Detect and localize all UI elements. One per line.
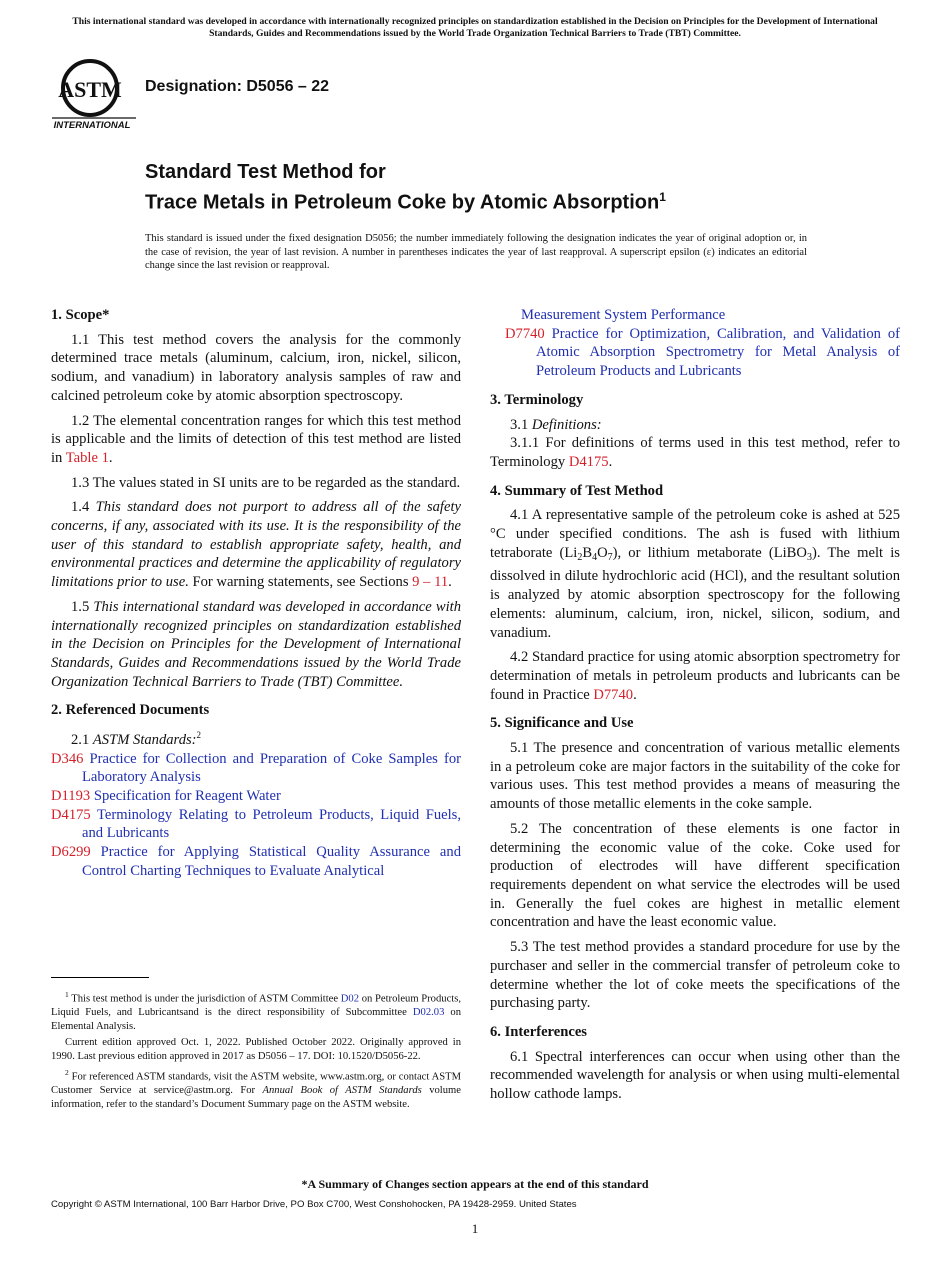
paragraph-1-1: 1.1 This test method covers the analysis for the commonly determined trace metals (aluminum, calcium, iron, nickel, silicon, sodium, and vanadium) in laboratory analysis samples of raw and calcined petroleum coke by atomic absorption spectroscopy.	[51, 331, 461, 404]
paragraph-3-1: 3.1 Definitions:	[510, 416, 602, 433]
paragraph-5-3: 5.3 The test method provides a standard procedure for use by the purchaser and seller in the commercial transfer of petroleum coke to determine whether the lot of coke meets the specifications of the purchasing party.	[490, 939, 900, 1012]
section-6-heading: 6. Interferences	[490, 1023, 587, 1040]
page-number: 1	[471, 1221, 479, 1236]
astm-logo	[52, 56, 136, 134]
title-line-2: Trace Metals in Petroleum Coke by Atomic Absorption	[145, 191, 660, 214]
reference-item[interactable]: D4175 Terminology Relating to Petroleum Products, Liquid Fuels, and Lubricants	[51, 806, 462, 842]
reference-item[interactable]: D1193 Specification for Reagent Water	[51, 788, 281, 805]
section-4-heading: 4. Summary of Test Method	[490, 482, 664, 499]
paragraph-1-3: 1.3 The values stated in SI units are to be regarded as the standard.	[71, 474, 461, 491]
right-column	[490, 306, 900, 1110]
d7740-link[interactable]: D7740	[593, 686, 634, 703]
top-notice: This international standard was developed in accordance with internationally recognized principles on standardization established in the Decision on Principles for the Development of International Standards, Guides and Recommendations issued by the World Trade Organization Technical Barriers to Trade (TBT) Committee.	[72, 16, 878, 39]
title-line-1: Standard Test Method for	[145, 161, 386, 183]
designation: Designation: D5056 – 22	[145, 78, 330, 95]
paragraph-5-1: 5.1 The presence and concentration of various metallic elements in a petroleum coke are major factors in the suitability of the coke for various uses. This test method provides a means of measuring the amounts of those metallic elements in the coke sample.	[490, 740, 900, 813]
paragraph-2-1: 2.1 ASTM Standards:$^2$	[71, 730, 202, 748]
left-column	[51, 306, 461, 881]
section-3-heading: 3. Terminology	[490, 391, 584, 408]
reference-item[interactable]: D346 Practice for Collection and Preparation of Coke Samples for Laboratory Analysis	[51, 750, 461, 786]
edition-note: Current edition approved Oct. 1, 2022. Published October 2022. Originally approved in 1990. Last previous edition approved in 2017 as D5056 – 17. DOI: 10.1520/D5056-22.	[51, 1037, 461, 1062]
reference-item[interactable]: D6299 Practice for Applying Statistical Quality Assurance and Control Charting Techniques to Evaluate Analytical	[51, 844, 461, 879]
d4175-link[interactable]: D4175	[568, 453, 609, 470]
logo-subtext: INTERNATIONAL	[53, 120, 131, 131]
paragraph-1-4: 1.4 This standard does not purport to address all of the safety concerns, if any, associated with its use. It is the responsibility of the user of this standard to establish appropriate safety, health, and environmental practices and determine the applicability of regulatory limitations prior to use. For warning statements, see Sections 9 – 11.	[51, 499, 461, 591]
section-1-heading: 1. Scope*	[51, 307, 110, 323]
sections-link[interactable]: 9 – 11	[412, 574, 449, 591]
paragraph-4-2: 4.2 Standard practice for using atomic absorption spectrometry for determination of metals in petroleum products and lubricants can be found in Practice D7740.	[490, 649, 900, 703]
section-2-heading: 2. Referenced Documents	[51, 702, 210, 719]
paragraph-5-2: 5.2 The concentration of these elements is one factor in determining the economic value of the coke. Coke used for production of electrodes will have different specification requirements dependent on what service the electrodes will be used in. Generally the fuel cokes are highest in metallic element concentration and have the least economic value.	[490, 820, 900, 931]
footnote-2: $^2$ For referenced ASTM standards, visit the ASTM website, www.astm.org, or contact ASTM Customer Service at service@astm.org. For Annual Book of ASTM Standards volume information, refer to the standard’s Document Summary page on the ASTM website.	[51, 1068, 461, 1110]
footnote-divider	[51, 977, 149, 978]
paragraph-6-1: 6.1 Spectral interferences can occur when using other than the recommended wavelength for analysis or when using multi-elemental hollow cathode lamps.	[490, 1048, 900, 1103]
reference-continuation[interactable]: Measurement System Performance	[521, 307, 726, 323]
table-1-link[interactable]: Table 1	[65, 449, 109, 466]
document-title	[145, 160, 666, 216]
paragraph-1-5: 1.5 This international standard was developed in accordance with internationally recognized principles on standardization established in the Decision on Principles for the Development of International Standards, Guides and Recommendations issued by the World Trade Organization Technical Barriers to Trade (TBT) Committee.	[51, 598, 462, 690]
d02-link[interactable]: D02	[340, 993, 360, 1005]
footnote-1: $^1$ This test method is under the jurisdiction of ASTM Committee D02 on Petroleum Products, Liquid Fuels, and Lubricantsand is the direct responsibility of Subcommittee D02.03 on Elemental Analysis.	[51, 990, 461, 1032]
title-footnote-mark: 1	[659, 190, 666, 204]
summary-of-changes-note: *A Summary of Changes section appears at the end of this standard	[301, 1177, 649, 1191]
section-5-heading: 5. Significance and Use	[490, 715, 634, 732]
paragraph-1-2: 1.2 The elemental concentration ranges for which this test method is applicable and the limits of detection of this test method are listed in Table 1.	[51, 412, 461, 466]
paragraph-3-1-1: 3.1.1 For definitions of terms used in this test method, refer to Terminology D4175.	[490, 435, 900, 470]
footnotes	[51, 988, 461, 1114]
paragraph-4-1: 4.1 A representative sample of the petroleum coke is ashed at 525 °C under specified conditions. The ash is fused with lithium tetraborate $(Li_2B_4O_7)$, or lithium metaborate (LiBO$_3$). The melt is dissolved in dilute hydrochloric acid (HCl), and the resultant solution is analyzed by atomic absorption spectroscopy for the following elements: aluminum, calcium, iron, nickel, silicon, sodium, and vanadium.	[490, 507, 900, 641]
reference-item[interactable]: D7740 Practice for Optimization, Calibration, and Validation of Atomic Absorption Spectrometry for Metal Analysis of Petroleum Products and Lubricants	[505, 325, 900, 380]
d02-03-link[interactable]: D02.03	[412, 1007, 445, 1019]
logo-text: ASTM	[58, 77, 122, 102]
issue-note: This standard is issued under the fixed designation D5056; the number immediately following the designation indicates the year of original adoption or, in the case of revision, the year of last revision. A number in parentheses indicates the year of last reapproval. A superscript epsilon (ε) indicates an editorial change since the last revision or reapproval.	[145, 233, 807, 271]
copyright: Copyright © ASTM International, 100 Barr Harbor Drive, PO Box C700, West Conshohocken, PA 19428-2959. United States	[51, 1199, 577, 1210]
